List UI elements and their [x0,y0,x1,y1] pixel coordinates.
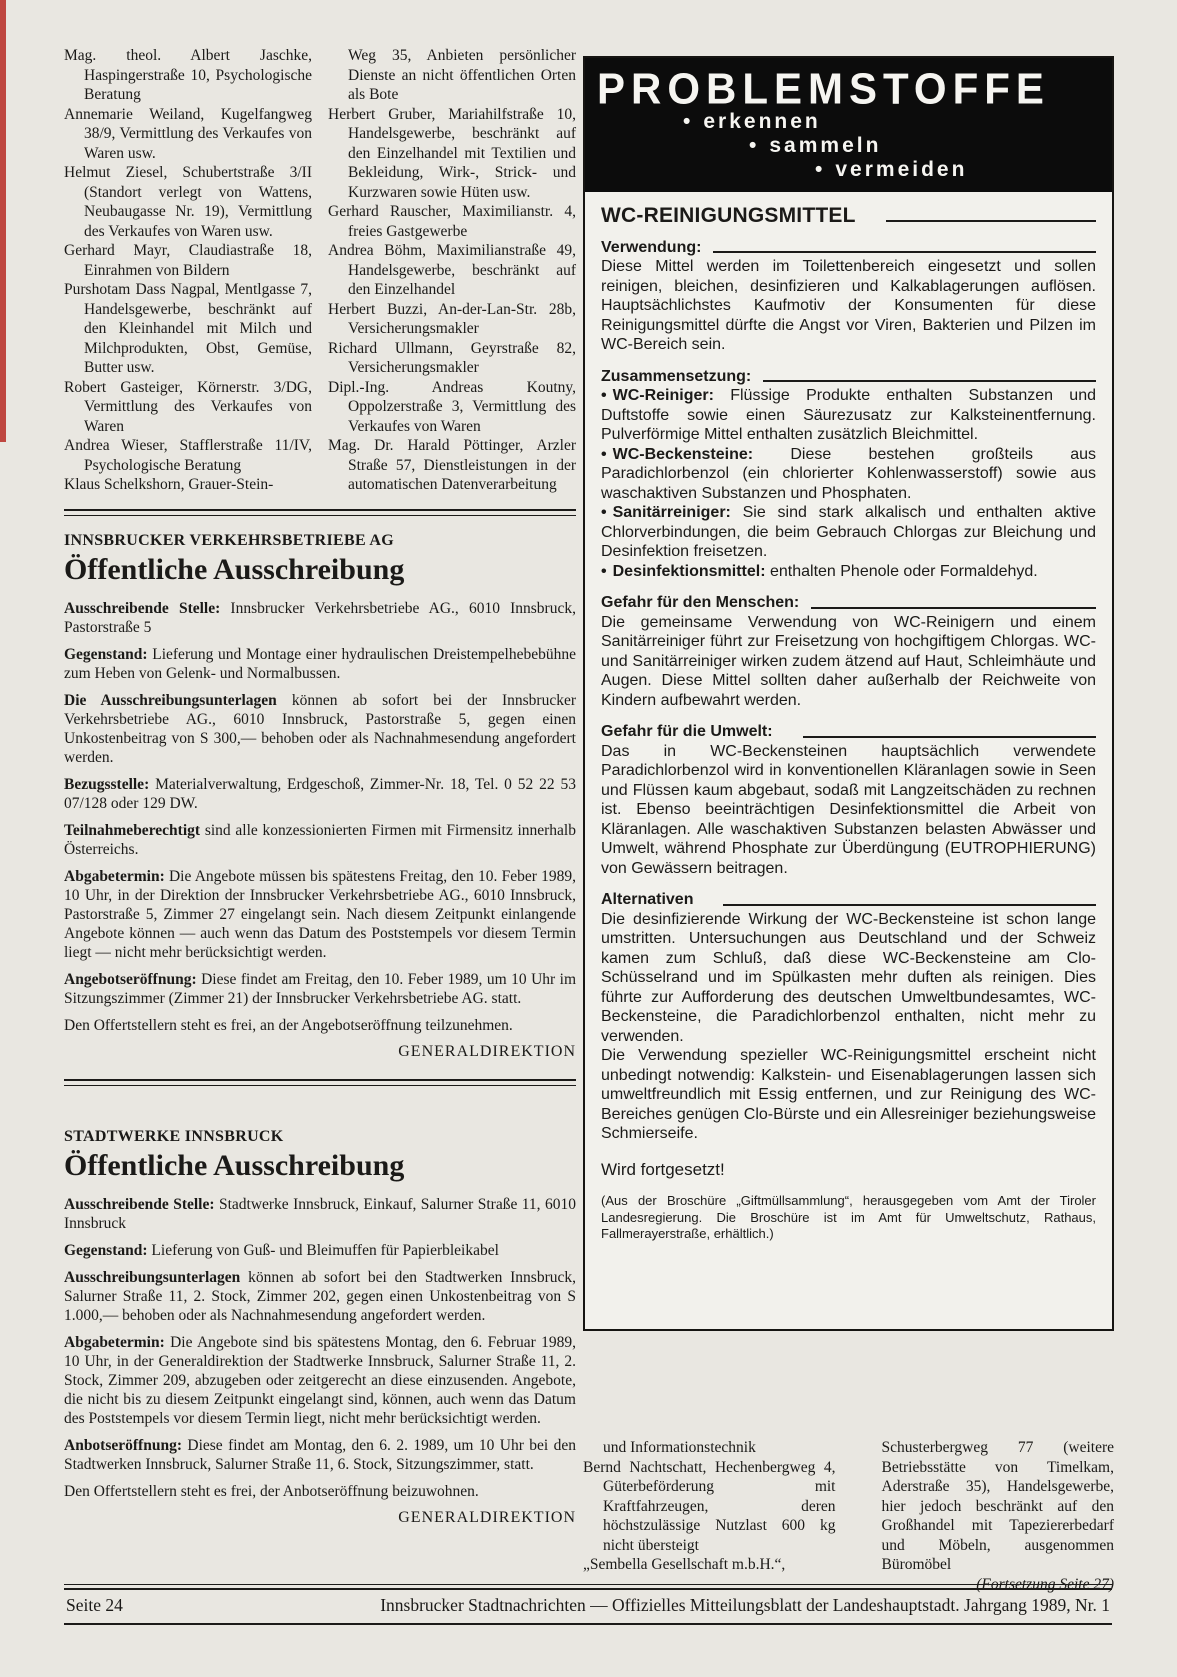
tender-paragraph: Bezugsstelle: Materialverwaltung, Erdgeschoß, Zimmer-Nr. 18, Tel. 0 52 22 53 07/128 oder 129 DW. [64,775,576,812]
source-footnote: (Aus der Broschüre „Giftmüllsammlung“, herausgegeben vom Amt der Tiroler Landesregierung. Die Broschüre ist im Amt für Umweltschutz, Rathaus, Fallmerayerstraße, erhältlich.) [601,1193,1096,1241]
page-number: Seite 24 [66,1595,123,1615]
banner-bullet-erkennen: • erkennen [683,110,821,133]
tender-signoff: GENERALDIREKTION [398,1508,576,1526]
registry-entry: Weg 35, Anbieten persönlicher Dienste an nicht öffentlichen Orten als Bote [348,47,576,103]
registry-column-2 [328,46,576,495]
bullet-icon: • [601,504,607,521]
right-region [583,56,1114,1331]
tender-paragraph: Gegenstand: Lieferung von Guß- und Bleimuffen für Papierbleikabel [64,1241,499,1259]
closing-note: Wird fortgesetzt! [601,1159,725,1179]
registry-entry: Mag. Dr. Harald Pöttinger, Arzler Straße 57, Dienstleistungen in der automatischen Datenverarbeitung [328,437,576,493]
bullet-icon: • [601,562,607,580]
registry-entry: Annemarie Weiland, Kugelfangweg 38/9, Vermittlung des Verkaufes von Waren usw. [64,105,312,162]
section-body: Die gemeinsame Verwendung von WC-Reinigern und einem Sanitärreiniger führt zur Freisetzung von hochgiftigem Chlorgas. WC- und Sanitärreiniger wirken zudem ätzend auf Haut, Schleimhäute und Augen. Diese Mittel sollten daher außerhalb der Reichweite von Kindern aufbewahrt werden. [601,613,1096,709]
registry-entry: Dipl.-Ing. Andreas Koutny, Oppolzerstraße 3, Vermittlung des Verkaufes von Waren [328,378,576,435]
registry-entry: Robert Gasteiger, Körnerstr. 3/DG, Vermittlung des Verkaufes von Waren [64,378,312,435]
composition-item: • WC-Beckensteine: Diese bestehen großteils aus Paradichlorbenzol (ein chlorierter Kohlenwasserstoff) sowie aus waschaktiven Substanzen und Phosphaten. [601,445,1096,502]
tender-paragraph: Den Offertstellern steht es frei, der Anbotseröffnung beizuwohnen. [64,1482,479,1500]
section-rule [713,251,1096,253]
registry-entry: „Sembella Gesellschaft m.b.H.“, [583,1556,786,1573]
section-label: Verwendung: [601,238,702,256]
section-label: Zusammensetzung: [601,367,752,385]
business-registry-top [64,46,576,495]
scan-edge-mark [0,0,6,442]
registry-entry: Bernd Nachtschatt, Hechenbergweg 4, Güterbeförderung mit Kraftfahrzeugen, deren höchstzulässige Nutzlast 600 kg nicht übersteigt [583,1458,836,1554]
composition-item: • WC-Reiniger: Flüssige Produkte enthalten Substanzen und Duftstoffe sowie einen Säurezusatz zur Kalksteinentfernung. Pulverförmige Mittel enthalten zusätzlich Bleichmittel. [601,387,1096,443]
registry-entry: Gerhard Rauscher, Maximilianstr. 4, freies Gastgewerbe [328,203,576,240]
registry-entry: Herbert Gruber, Mariahilfstraße 10, Handelsgewerbe, beschränkt auf den Einzelhandel mit Textilien und Bekleidung, Wirk-, Strick- und Kurzwaren sowie Hüten usw. [328,105,576,201]
registry-column-4 [862,1438,1115,1594]
tender-paragraph: Abgabetermin: Die Angebote sind bis spätestens Montag, den 6. Februar 1989, 10 Uhr, in der Generaldirektion der Stadtwerke Innsbruck, Salurner Straße 11, 2. Stock, Zimmer 209, abzugeben oder zeitgerecht an diese einzusenden. Angebote, die nicht bis zu diesem Zeitpunkt eingelangt sind, können, auch wenn das Datum des Poststempels vor diesem Termin liegt, nicht mehr berücksichtigt werden. [64,1333,576,1427]
registry-entry: Purshotam Dass Nagpal, Mentlgasse 7, Handelsgewerbe, beschränkt auf den Kleinhandel mit Milch und Milchprodukten, Obst, Gemüse, Butter usw. [64,281,312,376]
section-gefahr-mensch [601,593,1096,710]
section-divider [64,509,576,516]
tender-title: Öffentliche Ausschreibung [64,552,405,586]
tender-paragraph: Die Ausschreibungsunterlagen können ab sofort bei der Innsbrucker Verkehrsbetriebe AG., 6010 Innsbruck, Pastorstraße 5, gegen einen Unkostenbeitrag von S 300,— behoben oder als Nachnahmesendung angefordert werden. [64,691,576,766]
section-label: Alternativen [601,891,694,908]
registry-entry: Gerhard Mayr, Claudiastraße 18, Einrahmen von Bildern [64,242,312,279]
continuation-note: (Fortsetzung Seite 27) [976,1575,1114,1593]
registry-entry: Mag. theol. Albert Jaschke, Haspingerstraße 10, Psychologische Beratung [64,47,312,103]
tender-paragraph: Ausschreibungsunterlagen können ab sofort bei den Stadtwerken Innsbruck, Salurner Straße 11, 2. Stock, Zimmer 202, gegen einen Unkostenbeitrag von S 1.000,— behoben oder als Nachnahmesendung angefordert werden. [64,1268,576,1324]
tender-paragraph: Abgabetermin: Die Angebote müssen bis spätestens Freitag, den 10. Feber 1989, 10 Uhr, in der Direktion der Innsbrucker Verkehrsbetriebe AG., 6010 Innsbruck, Pastorstraße 5, Zimmer 27 eingelangt sein. Nach diesem Zeitpunkt einlangende Angebote können — auch wenn das Datum des Poststempels vor diesem Termin liegt — nicht mehr berücksichtigt werden. [64,867,576,961]
article-heading-row [601,206,1096,226]
page-footer [64,1584,1112,1625]
registry-entry: Andrea Böhm, Maximilianstraße 49, Handelsgewerbe, beschränkt auf den Einzelhandel [328,242,576,298]
registry-entry: Richard Ullmann, Geyrstraße 82, Versicherungsmakler [328,339,576,376]
registry-entry: und Informationstechnik [603,1439,756,1456]
problemstoffe-banner [585,58,1112,192]
composition-item: • Sanitärreiniger: Sie sind stark alkalisch und enthalten aktive Chlorverbindungen, die beim Gebrauch Chlorgas zur Bleichung und Desinfektion freisetzen. [601,504,1096,560]
composition-item: • Desinfektionsmittel: enthalten Phenole oder Formaldehyd. [601,562,1038,580]
banner-title: PROBLEMSTOFFE [597,63,1050,113]
registry-entry: Herbert Buzzi, An-der-Lan-Str. 28b, Versicherungsmakler [328,300,576,337]
section-alternativen [601,890,1096,1144]
tender-paragraph: Ausschreibende Stelle: Stadtwerke Innsbruck, Einkauf, Salurner Straße 11, 6010 Innsbruck [64,1195,576,1232]
left-region [64,46,576,1527]
registry-entry: Klaus Schelkshorn, Grauer-Stein- [64,476,274,493]
section-body: Das in WC-Beckensteinen hauptsächlich verwendete Paradichlorbenzol wird in konventionellen Kläranlagen sowie in Seen und Flüssen kaum abgebaut, sodaß mit Langzeitschäden zu rechnen ist. Ebenso beeinträchtigen Desinfektionsmittel die Arbeit von Kläranlagen. Alle waschaktiven Substanzen belasten Abwässer und Umwelt, während Phosphate zur Überdüngung (EUTROPHIERUNG) von Gewässern beitragen. [601,742,1096,877]
section-body: Die Verwendung spezieller WC-Reinigungsmittel erscheint nicht unbedingt notwendig: Kalkstein- und Eisenablagerungen lassen sich umweltfreundlich mit Essig entfernen, und zur Reinigung des WC-Bereiches genügen Clo-Bürste und ein Allesreiniger beziehungsweise Schmierseife. [601,1047,1096,1142]
bullet-icon: • [815,158,826,181]
tender-paragraph: Teilnahmeberechtigt sind alle konzessionierten Firmen mit Firmensitz innerhalb Österreichs. [64,821,576,858]
article-heading: WC-REINIGUNGSMITTEL [601,204,856,227]
section-rule [811,607,1096,609]
tender-title: Öffentliche Ausschreibung [64,1148,405,1182]
registry-entry: Andrea Wieser, Stafflerstraße 11/IV, Psychologische Beratung [64,437,312,474]
bullet-icon: • [601,445,607,463]
registry-entry: Schusterbergweg 77 (weitere Betriebsstätte von Timelkam, Aderstraße 35), Handelsgewerbe, hier jedoch beschränkt auf den Großhandel mit Tapeziererbedarf und Möbeln, ausgenommen Büromöbel [881,1439,1114,1573]
tender-paragraph: Den Offertstellern steht es frei, an der Angebotseröffnung teilzunehmen. [64,1016,513,1034]
banner-bullet-vermeiden: • vermeiden [815,158,968,181]
registry-column-1 [64,46,312,495]
business-registry-bottom [583,1438,1114,1594]
heading-rule [886,220,1096,222]
section-gefahr-umwelt [601,722,1096,878]
registry-column-3 [583,1438,836,1594]
banner-bullet-sammeln: • sammeln [749,134,882,157]
tender-stadtwerke [64,1128,576,1527]
section-zusammensetzung [601,367,1096,582]
section-label: Gefahr für die Umwelt: [601,723,773,740]
bullet-icon: • [601,387,607,404]
section-body: Die desinfizierende Wirkung der WC-Beckensteine ist schon lange umstritten. Untersuchungen aus Deutschland und der Schweiz kamen zum Schluß, daß diese WC-Beckensteine am Clo-Schüsselrand und im Spülkasten mehr duften als reinigen. Dies führte zur Aufforderung des deutschen Umweltbundesamtes, WC-Beckensteine, die Paradichlorbenzol enthalten, nicht mehr zu verwenden. [601,910,1096,1045]
bullet-icon: • [683,110,694,133]
tender-paragraph: Gegenstand: Lieferung und Montage einer hydraulischen Dreistempelhebebühne zum Heben von Gelenk- und Normalbussen. [64,645,576,682]
section-rule [723,904,1096,906]
section-divider [64,1079,576,1086]
tender-kicker: INNSBRUCKER VERKEHRSBETRIEBE AG [64,531,394,549]
tender-verkehrsbetriebe [64,532,576,1061]
tender-paragraph: Anbotseröffnung: Diese findet am Montag, den 6. 2. 1989, um 10 Uhr bei den Stadtwerken Innsbruck, Salurner Straße 11, 6. Stock, Sitzungszimmer, statt. [64,1436,576,1473]
problemstoffe-article [583,56,1114,1331]
bullet-icon: • [749,134,760,157]
tender-paragraph: Angebotseröffnung: Diese findet am Freitag, den 10. Feber 1989, um 10 Uhr im Sitzungszimmer (Zimmer 21) der Innsbrucker Verkehrsbetriebe AG. statt. [64,970,576,1007]
article-body [585,192,1112,1253]
registry-entry: Helmut Ziesel, Schubertstraße 3/II (Standort verlegt von Wattens, Neubaugasse Nr. 19), Vermittlung des Verkaufes von Waren usw. [64,164,312,240]
tender-paragraph: Ausschreibende Stelle: Innsbrucker Verkehrsbetriebe AG., 6010 Innsbruck, Pastorstraße 5 [64,599,576,636]
tender-signoff: GENERALDIREKTION [398,1042,576,1060]
section-rule [763,380,1096,382]
masthead-line: Innsbrucker Stadtnachrichten — Offizielles Mitteilungsblatt der Landeshauptstadt. Jahrgang 1989, Nr. 1 [380,1595,1110,1615]
footer-rule-bottom [64,1623,1112,1625]
section-rule [803,736,1096,738]
tender-kicker: STADTWERKE INNSBRUCK [64,1127,284,1145]
section-body: Diese Mittel werden im Toilettenbereich eingesetzt und sollen reinigen, bleichen, desinfizieren und Kalkablagerungen auflösen. Hauptsächlichstes Kaufmotiv der Konsumenten für diese Reinigungsmittel dürfte die Angst vor Viren, Bakterien und Pilzen im WC-Bereich sein. [601,258,1096,353]
section-label: Gefahr für den Menschen: [601,594,800,611]
section-verwendung [601,238,1096,355]
